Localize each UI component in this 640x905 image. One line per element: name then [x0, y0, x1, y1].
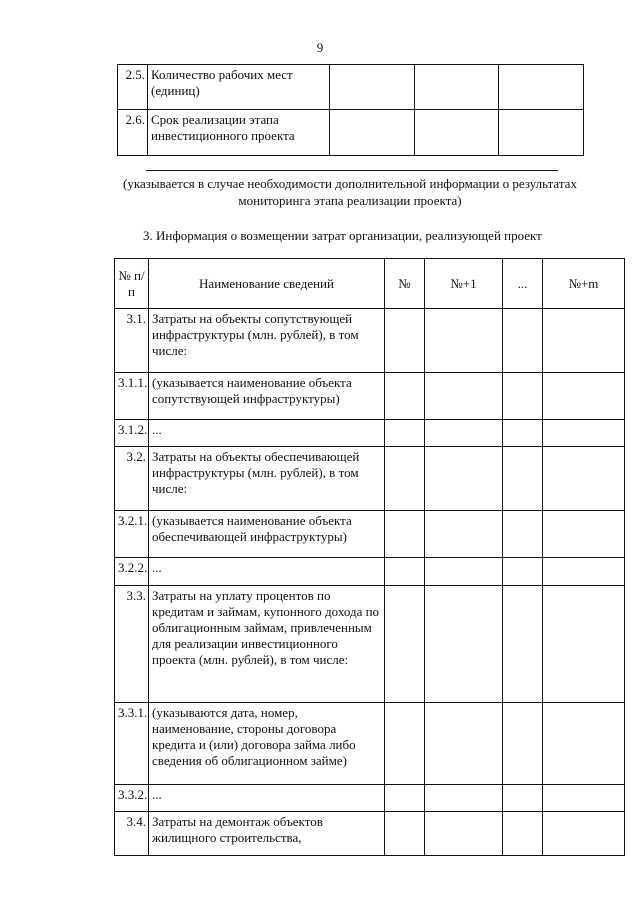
table-row	[118, 65, 584, 110]
value-cell	[503, 812, 543, 856]
row-name: ...	[149, 785, 385, 812]
row-name: ...	[149, 420, 385, 447]
value-cell	[503, 785, 543, 812]
row-number: 3.1.2.	[115, 420, 149, 447]
value-cell	[385, 420, 425, 447]
value-cell	[543, 812, 625, 856]
value-cell	[425, 558, 503, 586]
row-name: Затраты на объекты сопутствующей инфраструктуры (млн. рублей), в том числе:	[149, 309, 385, 373]
value-cell	[425, 309, 503, 373]
value-cell	[543, 447, 625, 511]
table-row	[115, 785, 625, 812]
value-cell	[543, 586, 625, 703]
value-cell	[503, 586, 543, 703]
cost-reimbursement-table	[114, 258, 625, 856]
value-cell	[425, 447, 503, 511]
header-number: № п/п	[115, 259, 149, 309]
header-col-n: №	[385, 259, 425, 309]
value-cell	[543, 511, 625, 558]
table-header-row	[115, 259, 625, 309]
value-cell	[415, 110, 499, 156]
value-cell	[543, 703, 625, 785]
value-cell	[385, 447, 425, 511]
row-name: (указываются дата, номер, наименование, стороны договора кредита и (или) договора займа либо сведения об облигационном займе)	[149, 703, 385, 785]
row-number: 3.1.1.	[115, 373, 149, 420]
table-row	[115, 812, 625, 856]
table-row	[115, 373, 625, 420]
row-number: 3.2.1.	[115, 511, 149, 558]
value-cell	[425, 812, 503, 856]
value-cell	[385, 785, 425, 812]
value-cell	[503, 447, 543, 511]
value-cell	[425, 785, 503, 812]
value-cell	[543, 373, 625, 420]
value-cell	[425, 703, 503, 785]
value-cell	[543, 558, 625, 586]
table-row	[115, 586, 625, 703]
page-number: 9	[316, 40, 324, 55]
value-cell	[543, 420, 625, 447]
row-name: Срок реализации этапа инвестиционного проекта	[148, 110, 330, 156]
table-row	[118, 110, 584, 156]
value-cell	[385, 558, 425, 586]
table-row	[115, 447, 625, 511]
table-row	[115, 420, 625, 447]
value-cell	[385, 812, 425, 856]
row-name: Затраты на объекты обеспечивающей инфраструктуры (млн. рублей), в том числе:	[149, 447, 385, 511]
value-cell	[385, 586, 425, 703]
value-cell	[425, 586, 503, 703]
table-row	[115, 558, 625, 586]
row-name: (указывается наименование объекта сопутствующей инфраструктуры)	[149, 373, 385, 420]
row-number: 3.3.	[115, 586, 149, 703]
row-number: 3.2.2.	[115, 558, 149, 586]
row-number: 3.4.	[115, 812, 149, 856]
row-number: 3.3.1.	[115, 703, 149, 785]
row-number: 3.1.	[115, 309, 149, 373]
value-cell	[330, 110, 415, 156]
section-title: 3. Информация о возмещении затрат организации, реализующей проект	[143, 228, 542, 243]
header-name: Наименование сведений	[149, 259, 385, 309]
value-cell	[385, 511, 425, 558]
row-name: ...	[149, 558, 385, 586]
header-col-n1: №+1	[425, 259, 503, 309]
footnote-text: (указывается в случае необходимости дополнительной информации о результатах мониторинга этапа реализации проекта)	[123, 176, 577, 208]
value-cell	[503, 558, 543, 586]
note-divider	[146, 170, 558, 171]
value-cell	[425, 511, 503, 558]
monitoring-table	[117, 64, 584, 156]
table-row	[115, 511, 625, 558]
value-cell	[425, 420, 503, 447]
row-name: Затраты на демонтаж объектов жилищного строительства,	[149, 812, 385, 856]
row-number: 3.2.	[115, 447, 149, 511]
value-cell	[499, 65, 584, 110]
row-name: Количество рабочих мест (единиц)	[148, 65, 330, 110]
value-cell	[425, 373, 503, 420]
value-cell	[503, 420, 543, 447]
value-cell	[503, 511, 543, 558]
value-cell	[503, 703, 543, 785]
value-cell	[385, 373, 425, 420]
row-name: (указывается наименование объекта обеспечивающей инфраструктуры)	[149, 511, 385, 558]
value-cell	[415, 65, 499, 110]
row-name: Затраты на уплату процентов по кредитам и займам, купонного дохода по облигационным займам, привлеченным для реализации инвестиционного проекта (млн. рублей), в том числе:	[149, 586, 385, 703]
header-col-nm: №+m	[543, 259, 625, 309]
value-cell	[385, 703, 425, 785]
value-cell	[330, 65, 415, 110]
row-number: 2.5.	[118, 65, 148, 110]
value-cell	[499, 110, 584, 156]
header-col-dots: ...	[503, 259, 543, 309]
value-cell	[543, 785, 625, 812]
table-row	[115, 703, 625, 785]
value-cell	[385, 309, 425, 373]
value-cell	[543, 309, 625, 373]
value-cell	[503, 309, 543, 373]
table-row	[115, 309, 625, 373]
row-number: 2.6.	[118, 110, 148, 156]
row-number: 3.3.2.	[115, 785, 149, 812]
value-cell	[503, 373, 543, 420]
